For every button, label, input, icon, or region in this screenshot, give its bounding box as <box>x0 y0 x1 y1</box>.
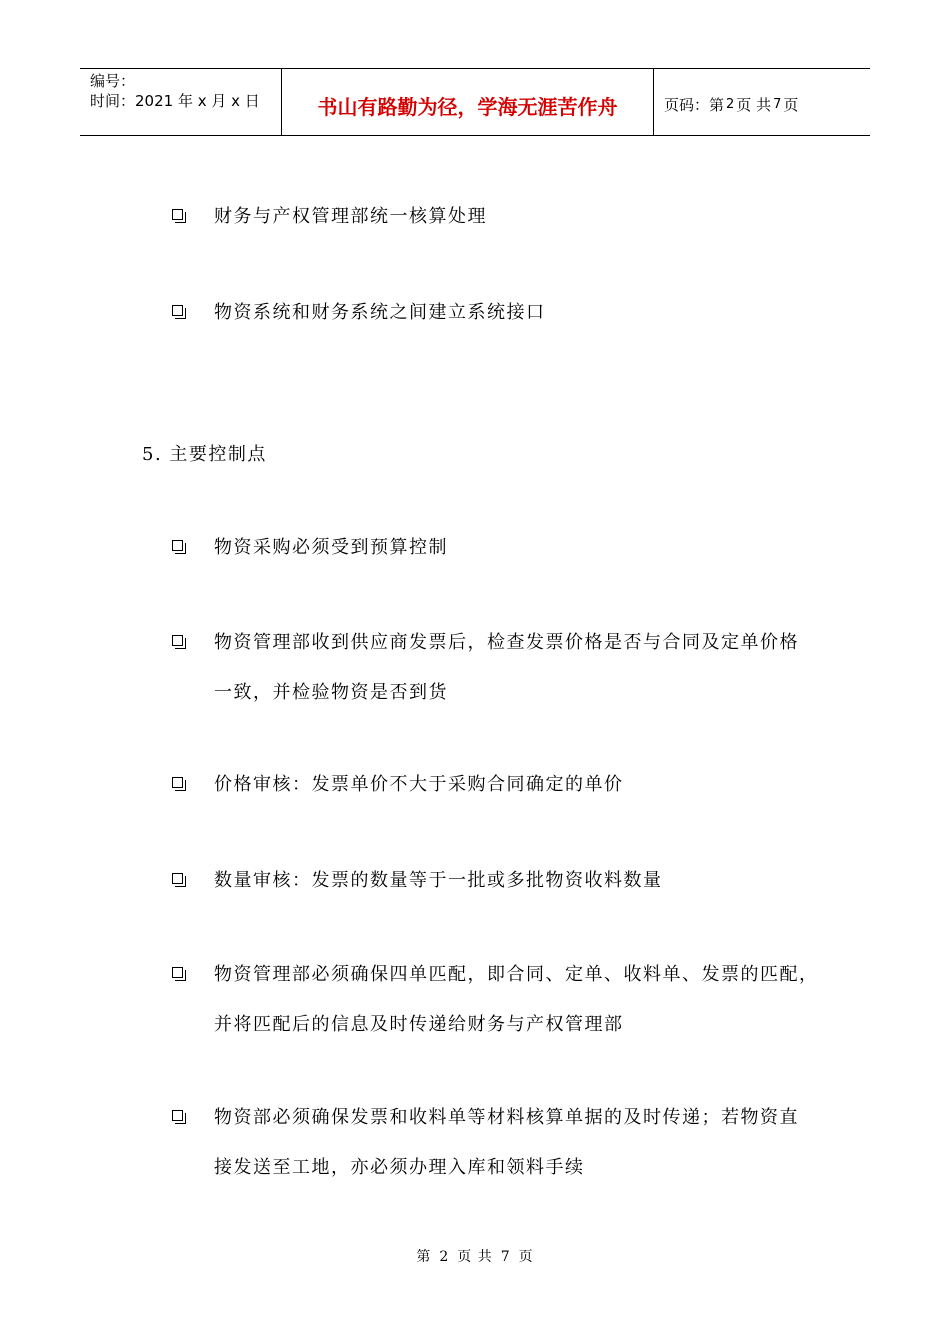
header-page-current: 2 <box>726 96 735 112</box>
header-page-total: 7 <box>773 96 782 112</box>
list-item <box>172 950 862 1050</box>
list-item <box>172 523 862 573</box>
checkbox-bullet-icon <box>172 305 183 316</box>
header-page-cell <box>654 69 870 135</box>
list-item-text <box>172 618 862 718</box>
list-item-text <box>172 1093 862 1193</box>
page-header <box>80 68 870 136</box>
footer-page-prefix: 第 <box>416 1249 432 1265</box>
list-item-text: 价格审核：发票单价不大于采购合同确定的单价 <box>214 774 624 795</box>
list-item <box>172 618 862 718</box>
header-page-mid: 页 共 <box>736 95 772 114</box>
checkbox-bullet-icon <box>172 635 183 646</box>
list-item-text: 物资系统和财务系统之间建立系统接口 <box>214 302 546 323</box>
list-item <box>172 856 862 906</box>
list-item-line: 物资管理部必须确保四单匹配，即合同、定单、收料单、发票的匹配， <box>214 964 819 985</box>
list-item-text: 数量审核：发票的数量等于一批或多批物资收料数量 <box>214 870 663 891</box>
checkbox-bullet-icon <box>172 777 183 788</box>
list-item-text: 物资采购必须受到预算控制 <box>214 537 448 558</box>
checkbox-bullet-icon <box>172 540 183 551</box>
checkbox-bullet-icon <box>172 209 183 220</box>
list-item-line: 接发送至工地，亦必须办理入库和领料手续 <box>214 1157 585 1178</box>
header-meta-cell <box>80 69 282 135</box>
header-page-suffix: 页 <box>783 95 799 114</box>
list-item <box>172 1093 862 1193</box>
page-footer <box>0 1246 950 1266</box>
list-item-text: 财务与产权管理部统一核算处理 <box>214 206 487 227</box>
section-heading: 5. 主要控制点 <box>142 444 267 465</box>
checkbox-bullet-icon <box>172 1110 183 1121</box>
doc-date-label: 时间：2021 年 x 月 x 日 <box>90 92 260 110</box>
list-item-line: 物资管理部收到供应商发票后，检查发票价格是否与合同及定单价格 <box>214 632 799 653</box>
footer-page-total: 7 <box>500 1249 511 1265</box>
doc-code-label: 编号： <box>90 72 136 90</box>
list-item <box>172 192 862 242</box>
list-item-line: 一致，并检验物资是否到货 <box>214 682 448 703</box>
list-item <box>172 288 862 338</box>
header-page-prefix: 页码：第 <box>664 95 725 114</box>
list-item-text <box>172 950 862 1050</box>
footer-page-current: 2 <box>439 1249 450 1265</box>
header-motto: 书山有路勤为径，学海无涯苦作舟 <box>317 94 618 119</box>
footer-page-suffix: 页 <box>518 1249 534 1265</box>
header-motto-cell <box>282 69 654 135</box>
checkbox-bullet-icon <box>172 967 183 978</box>
checkbox-bullet-icon <box>172 873 183 884</box>
list-item-line: 并将匹配后的信息及时传递给财务与产权管理部 <box>214 1014 624 1035</box>
list-item <box>172 760 862 810</box>
list-item-line: 物资部必须确保发票和收料单等材料核算单据的及时传递；若物资直 <box>214 1107 799 1128</box>
footer-page-mid: 页 共 <box>457 1249 493 1265</box>
